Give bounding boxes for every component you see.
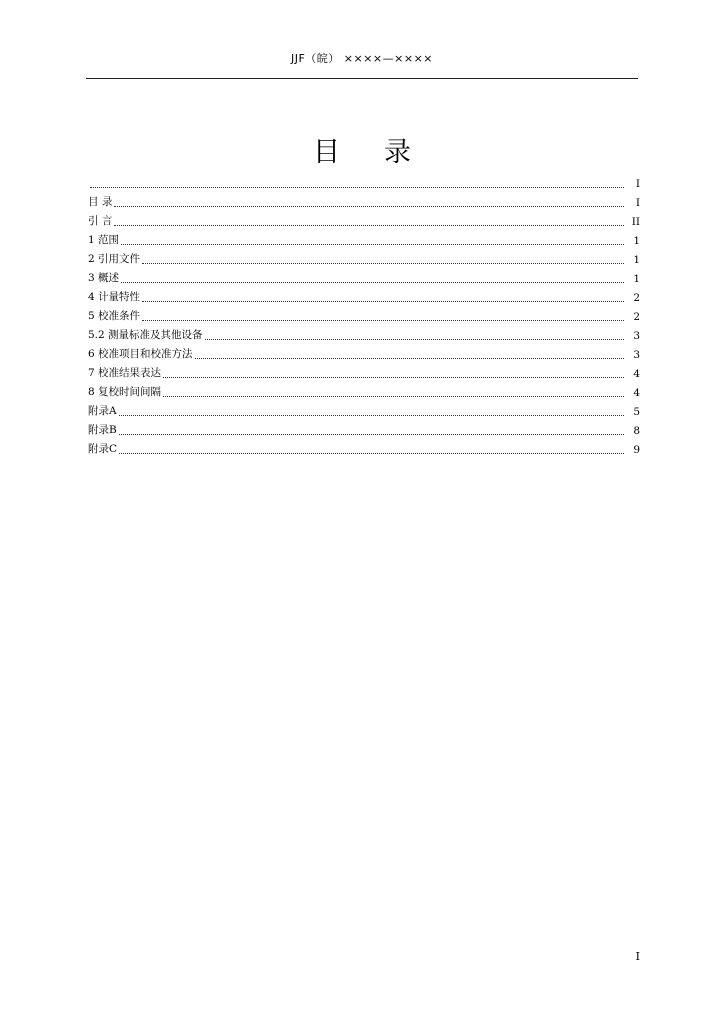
header-rule	[86, 78, 638, 79]
toc-entry-page: 3	[633, 330, 640, 342]
toc-leader-dots	[205, 327, 624, 340]
toc-entry-label: 目 录	[88, 196, 113, 208]
toc-entry[interactable]	[88, 266, 640, 285]
toc-entry-page: 4	[633, 368, 640, 380]
toc-entry-page: 9	[633, 444, 640, 456]
document-header: JJF（皖） ××××—××××	[290, 52, 434, 65]
toc-entry[interactable]	[88, 323, 640, 342]
toc-entry-label: 4 计量特性	[88, 291, 141, 303]
toc-leader-dots	[163, 384, 624, 397]
toc-entry-label: 7 校准结果表达	[88, 367, 162, 379]
toc-entry-label: 附录C	[88, 443, 118, 455]
toc-entry-page: 1	[633, 273, 640, 285]
toc-leader-dots	[163, 365, 624, 378]
toc-leader-dots	[121, 270, 624, 283]
toc-entry[interactable]	[88, 437, 640, 456]
toc-entry-page: I	[635, 178, 640, 190]
toc-entry[interactable]	[88, 285, 640, 304]
page-number: I	[635, 950, 640, 963]
toc-title: 目录	[313, 137, 455, 168]
toc-entry-page: 2	[633, 292, 640, 304]
toc-leader-dots	[142, 308, 624, 321]
toc-leader-dots	[119, 403, 624, 416]
toc-entry-page: 3	[633, 349, 640, 361]
toc-entry-label: 附录A	[88, 405, 117, 417]
toc-entry-label: 附录B	[88, 424, 117, 436]
toc-leader-dots	[119, 441, 624, 454]
toc-entry[interactable]	[88, 361, 640, 380]
toc-entry-page: II	[631, 216, 640, 228]
toc-entry[interactable]	[88, 209, 640, 228]
toc-leader-dots	[114, 194, 624, 207]
toc-entry[interactable]	[88, 399, 640, 418]
toc-leader-dots	[195, 346, 624, 359]
toc-entry-page: 2	[633, 311, 640, 323]
toc-entry-label: 5.2 测量标准及其他设备	[88, 329, 203, 341]
toc-entry[interactable]	[88, 247, 640, 266]
toc-leader-dots	[142, 251, 624, 264]
table-of-contents	[88, 171, 640, 456]
toc-entry[interactable]	[88, 228, 640, 247]
toc-entry[interactable]	[88, 304, 640, 323]
toc-entry[interactable]	[88, 171, 640, 190]
toc-entry-page: 1	[633, 235, 640, 247]
toc-entry[interactable]	[88, 190, 640, 209]
toc-entry[interactable]	[88, 418, 640, 437]
toc-entry-page: 1	[633, 254, 640, 266]
toc-entry-label: 8 复校时间间隔	[88, 386, 162, 398]
toc-entry[interactable]	[88, 380, 640, 399]
toc-leader-dots	[114, 213, 624, 226]
toc-leader-dots	[90, 175, 624, 188]
toc-entry-label: 1 范围	[88, 234, 120, 246]
toc-entry-label: 5 校准条件	[88, 310, 141, 322]
toc-entry-label: 引 言	[88, 215, 113, 227]
toc-leader-dots	[142, 289, 624, 302]
toc-entry-page: 4	[633, 387, 640, 399]
toc-entry[interactable]	[88, 342, 640, 361]
toc-entry-page: 8	[633, 425, 640, 437]
toc-leader-dots	[121, 232, 624, 245]
toc-leader-dots	[119, 422, 624, 435]
toc-entry-label: 3 概述	[88, 272, 120, 284]
toc-entry-label: 6 校准项目和校准方法	[88, 348, 193, 360]
toc-entry-page: 5	[633, 406, 640, 418]
toc-entry-label: 2 引用文件	[88, 253, 141, 265]
toc-entry-page: I	[635, 197, 640, 209]
